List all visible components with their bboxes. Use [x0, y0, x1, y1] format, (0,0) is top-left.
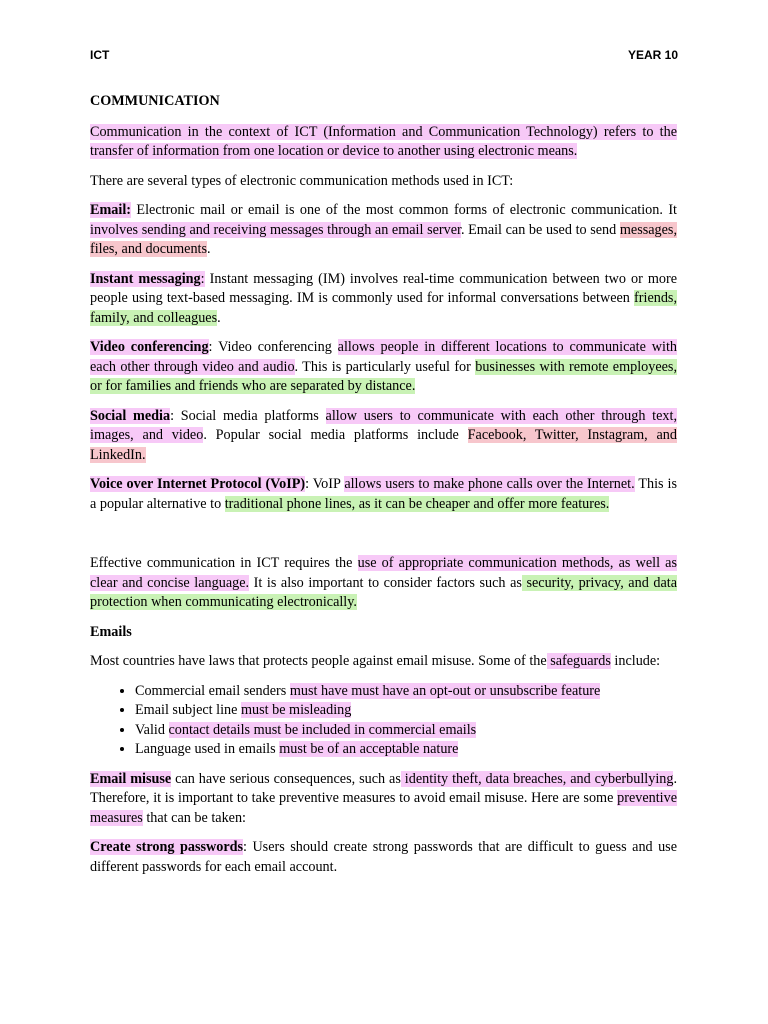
social-paragraph: Social media: Social media platforms allow users to communicate with each other through text, images, and video. Popular social media platforms include Facebook, Twitter, Instagram, and LinkedIn. [90, 407, 677, 463]
misuse-paragraph: Email misuse can have serious consequences, such as identity theft, data breaches, and cyberbullying. Therefore, it is important to take preventive measures to avoid email misuse. Here are some preventive measures that can be taken: [90, 770, 677, 826]
im-highlight: friends, family, and colleagues [90, 290, 677, 326]
safeguards-list [90, 682, 677, 760]
email-paragraph: Email: Electronic mail or email is one of the most common forms of electronic communication. It involves sending and receiving messages through an email server. Email can be used to send messages, files, and documents. [90, 202, 677, 257]
spacer [90, 524, 677, 554]
voip-highlight-2: traditional phone lines [224, 495, 352, 512]
intro-paragraph [90, 123, 677, 162]
emails-intro: Most countries have laws that protects people against email misuse. Some of the safeguards include: [90, 653, 661, 669]
effective-highlight-2: security, privacy, and data protection when communicating electronically. [90, 574, 677, 610]
video-paragraph: Video conferencing: Video conferencing allows people in different locations to communicate with each other through video and audio. This is particularly useful for businesses with remote employees, or for families and friends who are separated by distance. [90, 339, 677, 394]
voip-highlight-1: allows users to make phone calls over the Internet. [344, 476, 635, 492]
document-body [90, 92, 677, 887]
effective-highlight-1: use of appropriate communication methods, as well as clear and concise language. [90, 555, 677, 591]
list-item: • Valid contact details must be included in commercial emails [135, 721, 677, 741]
voip-paragraph: Voice over Internet Protocol (VoIP): VoIP allows users to make phone calls over the Internet. This is a popular alternative to traditional phone lines, as it can be cheaper and offer more features. [90, 476, 677, 512]
list-item: • Email subject line must be misleading [135, 701, 677, 721]
list-item: • Language used in emails must be of an acceptable nature [135, 740, 677, 760]
page-title: COMMUNICATION [90, 93, 220, 109]
video-highlight-2: businesses with remote employees, or for families and friends who are separated by distance. [90, 358, 677, 394]
voip-highlight-3: , as it can be cheaper and offer more features. [351, 495, 610, 512]
email-term: Email: [90, 202, 131, 218]
header-subject: ICT [90, 48, 110, 62]
passwords-term: Create strong passwords [90, 839, 244, 855]
email-highlight-2: messages, files, and documents [90, 221, 677, 257]
social-highlight-1: allow users to communicate with each other through text, images, and video [90, 407, 677, 443]
bullet-highlight: contact details must be included in commercial emails [168, 721, 477, 738]
im-paragraph: Instant messaging: Instant messaging (IM) involves real-time communication between two or more people using text-based messaging. IM is commonly used for informal conversations between friends, family, and colleagues. [90, 270, 678, 326]
social-term: Social media [90, 407, 171, 424]
list-item: • Commercial email senders must have must have an opt-out or unsubscribe feature [135, 682, 677, 702]
video-highlight-1: allows people in different locations to communicate with each other through video and audio [90, 339, 677, 375]
safeguards-highlight: safeguards [546, 653, 611, 669]
passwords-paragraph: Create strong passwords: Users should create strong passwords that are difficult to guess and use different passwords for each email account. [90, 839, 677, 875]
highlight-intro: Communication in the context of ICT (Information and Communication Technology) refers to the transfer of information from one location or device to another using electronic means. [90, 123, 677, 159]
misuse-term: Email misuse [90, 770, 172, 787]
effective-paragraph: Effective communication in ICT requires the use of appropriate communication methods, as well as clear and concise language. It is also important to consider factors such as security, privacy, and data protection when communicating electronically. [90, 555, 677, 610]
methods-intro: There are several types of electronic communication methods used in ICT: [90, 172, 514, 189]
email-highlight-1: involves sending and receiving messages through an email server [90, 221, 461, 238]
emails-heading: Emails [90, 623, 132, 640]
social-highlight-2: Facebook, Twitter, Instagram, and LinkedIn. [90, 427, 677, 463]
bullet-highlight: must be of an acceptable nature [279, 741, 459, 757]
misuse-highlight-1: identity theft, data breaches, and cyberbullying [400, 770, 674, 787]
misuse-highlight-2: preventive measures [90, 790, 677, 826]
im-term: Instant messaging: [90, 270, 205, 287]
header-year: YEAR 10 [627, 48, 678, 62]
bullet-highlight: must have must have an opt-out or unsubscribe feature [289, 682, 601, 699]
voip-term: Voice over Internet Protocol (VoIP) [90, 476, 306, 492]
bullet-highlight: must be misleading [240, 702, 352, 718]
video-term: Video conferencing [90, 339, 209, 355]
